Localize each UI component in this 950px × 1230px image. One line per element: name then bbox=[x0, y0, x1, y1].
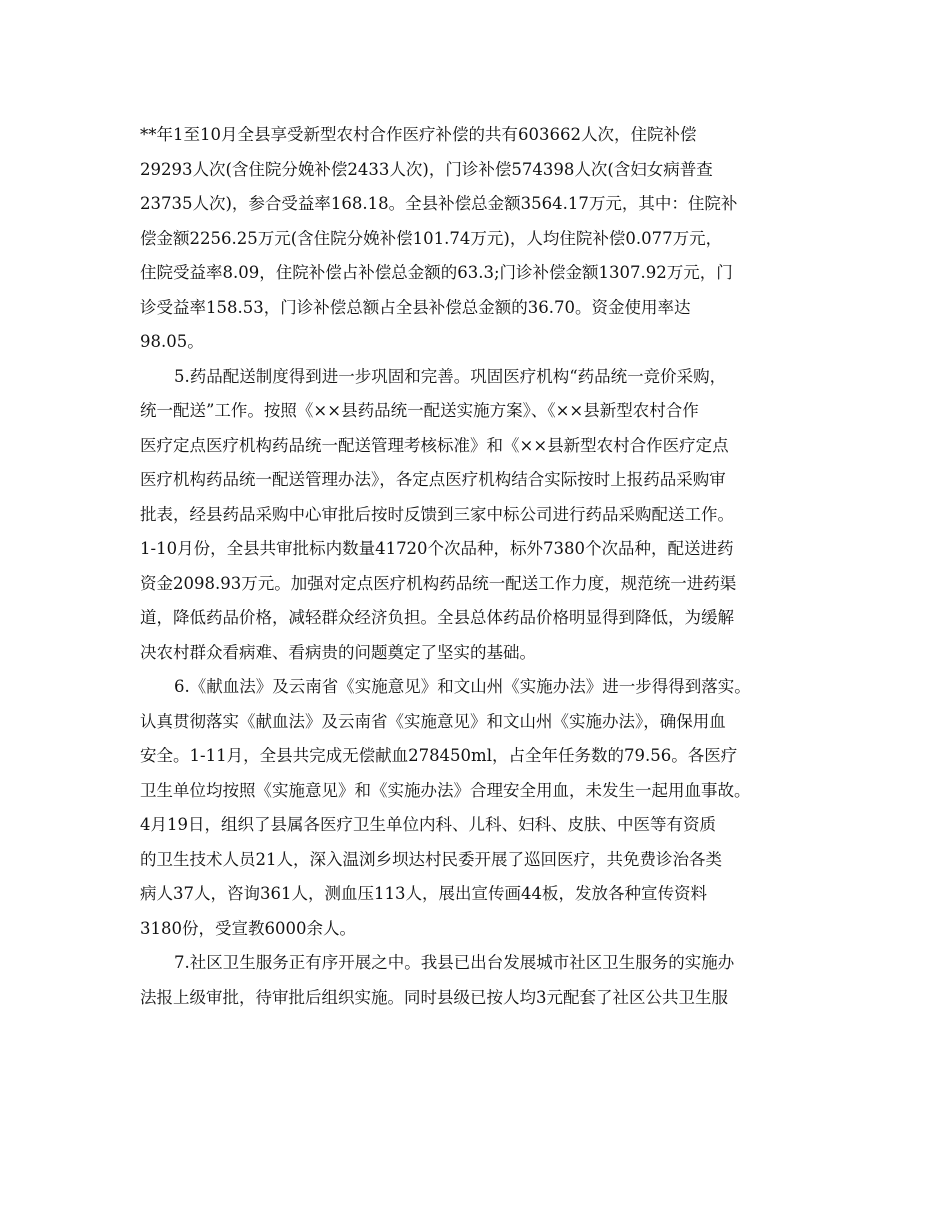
text-line: 23735人次)，参合受益率168.18。全县补偿总金额3564.17万元，其中：住院补 bbox=[140, 194, 738, 213]
text-line: 4月19日，组织了县属各医疗卫生单位内科、儿科、妇科、皮肤、中医等有资质 bbox=[140, 815, 716, 834]
text-line: 诊受益率158.53，门诊补偿总额占全县补偿总金额的36.70。资金使用率达 bbox=[140, 297, 691, 317]
text-line: 3180份，受宣教6000余人。 bbox=[140, 918, 356, 938]
text-line: **年1至10月全县享受新型农村合作医疗补偿的共有603662人次，住院补偿 bbox=[140, 125, 697, 144]
document-body bbox=[140, 118, 830, 1015]
text-line: 偿金额2256.25万元(含住院分娩补偿101.74万元)，人均住院补偿0.077万元， bbox=[140, 228, 723, 248]
text-line: 批表，经县药品采购中心审批后按时反馈到三家中标公司进行药品采购配送工作。 bbox=[140, 504, 734, 524]
text-line: 卫生单位均按照《实施意见》和《实施办法》合理安全用血，未发生一起用血事故。 bbox=[140, 780, 751, 800]
text-line: 道，降低药品价格，减轻群众经济负担。全县总体药品价格明显得到降低，为缓解 bbox=[140, 608, 734, 627]
text-line: 住院受益率8.09，住院补偿占补偿总金额的63.3;门诊补偿金额1307.92万元，门 bbox=[140, 263, 733, 282]
text-line: 统一配送”工作。按照《××县药品统一配送实施方案》、《××县新型农村合作 bbox=[140, 401, 699, 420]
text-line: 法报上级审批，待审批后组织实施。同时县级已按人均3元配套了社区公共卫生服 bbox=[140, 987, 728, 1007]
paragraph-first-line: 6.《献血法》及云南省《实施意见》和文山州《实施办法》进一步得得到落实。 bbox=[174, 677, 751, 696]
text-line: 医疗机构药品统一配送管理办法》，各定点医疗机构结合实际按时上报药品采购审 bbox=[140, 470, 726, 489]
text-line: 资金2098.93万元。加强对定点医疗机构药品统一配送工作力度，规范统一进药渠 bbox=[140, 573, 737, 593]
text-line: 的卫生技术人员21人，深入温浏乡坝达村民委开展了巡回医疗，共免费诊治各类 bbox=[140, 849, 722, 869]
text-line: 决农村群众看病难、看病贵的问题奠定了坚实的基础。 bbox=[140, 642, 536, 662]
text-line: 认真贯彻落实《献血法》及云南省《实施意见》和文山州《实施办法》，确保用血 bbox=[140, 711, 726, 731]
paragraph-first-line: 5.药品配送制度得到进一步巩固和完善。巩固医疗机构“药品统一竞价采购， bbox=[174, 366, 727, 386]
text-line: 98.05。 bbox=[140, 332, 204, 351]
text-line: 病人37人，咨询361人，测血压113人，展出宣传画44板，发放各种宣传资料 bbox=[140, 884, 707, 903]
text-line: 29293人次(含住院分娩补偿2433人次)，门诊补偿574398人次(含妇女病普查 bbox=[140, 159, 713, 179]
text-line: 医疗定点医疗机构药品统一配送管理考核标准》和《××县新型农村合作医疗定点 bbox=[140, 435, 729, 455]
paragraph-first-line: 7.社区卫生服务正有序开展之中。我县已出台发展城市社区卫生服务的实施办 bbox=[174, 953, 735, 972]
text-line: 安全。1-11月，全县共完成无偿献血278450ml，占全年任务数的79.56。各医疗 bbox=[140, 746, 738, 765]
text-line: 1-10月份，全县共审批标内数量41720个次品种，标外7380个次品种，配送进药 bbox=[140, 539, 734, 558]
